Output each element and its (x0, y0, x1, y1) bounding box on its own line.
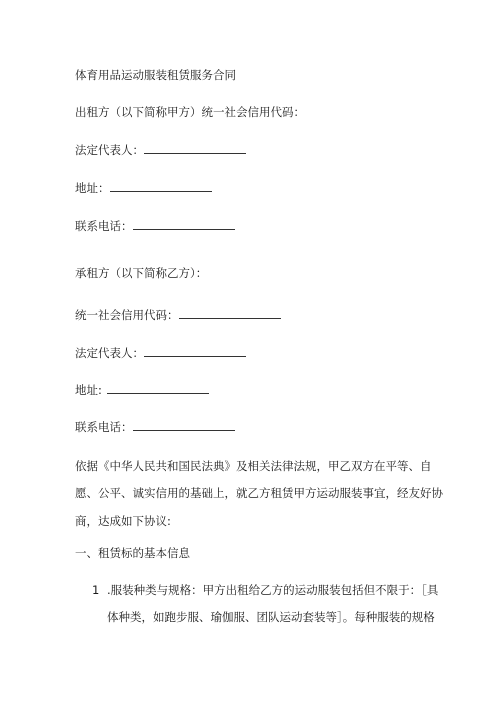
lessor-heading: 出租方（以下简称甲方）统一社会信用代码： (75, 105, 305, 119)
lessee-phone-row (75, 419, 235, 434)
lessor-address-row (75, 180, 212, 195)
lessor-phone-label: 联系电话： (75, 219, 133, 233)
intro-line-2: 愿、公平、诚实信用的基础上，就乙方租赁甲方运动服装事宜，经友好协 (75, 486, 443, 500)
lessee-code-row (75, 307, 281, 322)
lessee-code-blank[interactable] (179, 307, 281, 319)
lessor-address-label: 地址： (75, 181, 110, 195)
item1-line-2: 体种类，如跑步服、瑜伽服、团队运动套装等］。每种服装的规格 (107, 610, 435, 624)
lessor-address-blank[interactable] (110, 180, 212, 192)
lessee-rep-blank[interactable] (144, 345, 246, 357)
lessee-phone-blank[interactable] (133, 419, 235, 431)
lessee-address-blank[interactable] (107, 382, 209, 394)
lessee-address-label: 地址: (75, 383, 102, 397)
lessee-address-row (75, 382, 209, 397)
lessee-heading: 承租方（以下简称乙方）： (75, 266, 208, 280)
document-title: 体育用品运动服装租赁服务合同 (75, 68, 236, 82)
lessor-rep-blank[interactable] (144, 142, 246, 154)
section1-heading: 一、租赁标的基本信息 (75, 546, 190, 560)
lessor-rep-row (75, 142, 246, 157)
item1-line-1: .服装种类与规格：甲方出租给乙方的运动服装包括但不限于：［具 (107, 583, 439, 597)
intro-line-1: 依据《中华人民共和国民法典》及相关法律法规，甲乙双方在平等、自 (75, 459, 432, 473)
lessee-rep-label: 法定代表人： (75, 346, 144, 360)
lessor-phone-blank[interactable] (133, 218, 235, 230)
intro-line-3: 商，达成如下协议: (75, 514, 171, 528)
lessor-rep-label: 法定代表人： (75, 143, 144, 157)
lessee-code-label: 统一社会信用代码： (75, 308, 179, 322)
item1-number: 1 (92, 583, 100, 597)
lessor-phone-row (75, 218, 235, 233)
lessee-phone-label: 联系电话： (75, 420, 133, 434)
lessee-rep-row (75, 345, 246, 360)
